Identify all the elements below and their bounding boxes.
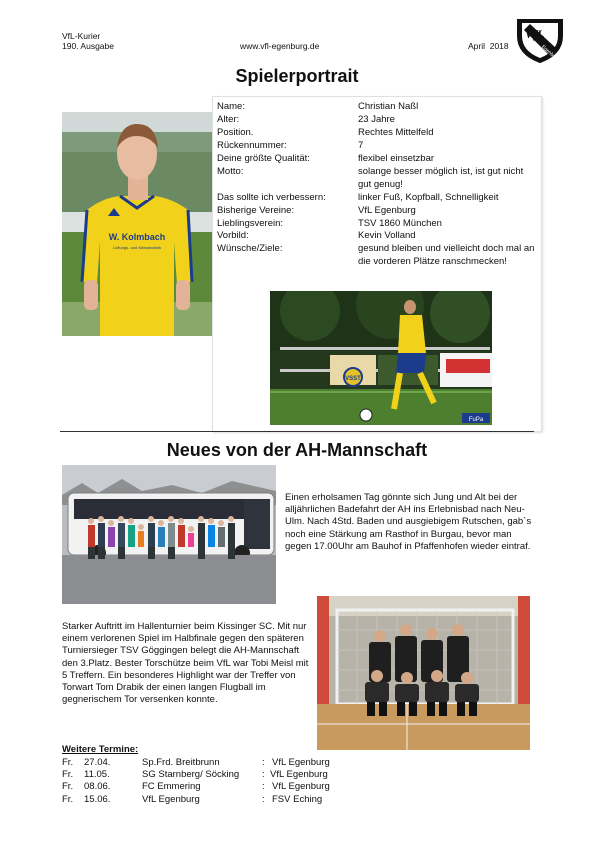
info-label-position: Position. (217, 127, 254, 138)
termine-date: 27.04. (84, 757, 111, 768)
publication-name: VfL-Kurier (62, 31, 101, 41)
info-value-position: Rechtes Mittelfeld (358, 127, 434, 138)
info-value-goals: gesund bleiben und vielleicht doch mal an die vorderen Plätze ranschmecken! (358, 243, 535, 267)
info-label-quality: Deine größte Qualität: (217, 153, 310, 164)
termine-separator: : (262, 757, 265, 768)
ah-paragraph-1: Einen erholsamen Tag gönnte sich Jung und Alt bei der alljährlichen Badefahrt der AH ins Erlebnisbad nach Neu-Ulm. Nach 4Std. Baden und ausgiebigem Rutschen, gab`s noch eine Stärkung am Rasthof in Burgau, bevor man gegen 17.00Uhr am Bauhof in Pfaffenhofen wieder eintraf. (285, 492, 532, 552)
info-value-motto: solange besser möglich ist, ist gut nicht gut genug! (358, 166, 524, 190)
termine-date: 11.05. (84, 769, 110, 780)
info-value-age: 23 Jahre (358, 114, 395, 125)
termine-day: Fr. (62, 769, 74, 780)
portrait-title: Spielerportrait (235, 66, 359, 86)
ah-paragraph-2: Starker Auftritt im Hallenturnier beim Kissinger SC. Mit nur einem verlorenen Spiel im Halbfinale gegen den späteren Turniersieger TSV Göggingen belegt die AH-Mannschaft den 3.Platz. Bester Torschütze beim VfL war Tobi Meisl mit 5 Treffern. Ein besonderes Highlight war der Treffer von Torwart Tom Drabik der einen langen Flugball im gegnerischem Tor versenken konnte. (62, 621, 309, 706)
info-value-quality: flexibel einsetzbar (358, 153, 435, 164)
player-action-photo (270, 291, 492, 425)
termine-home: VfL Egenburg (142, 794, 200, 805)
team-hall-photo (317, 596, 530, 750)
info-label-age: Alter: (217, 114, 240, 125)
website-text: www.vfl-egenburg.de (240, 41, 320, 51)
player-portrait-photo (62, 112, 212, 336)
termine-home: SG Starnberg/ Söcking (142, 769, 240, 780)
info-label-idol: Vorbild: (217, 230, 249, 241)
bus-group-photo (62, 465, 276, 604)
shirt-sponsor-text: W. Kolmbach (108, 232, 166, 242)
action-photo-corner-text: FuPa (468, 417, 484, 423)
logo-letters: VfL (525, 27, 545, 41)
section-divider (60, 431, 534, 432)
termine-separator: : (262, 769, 265, 780)
action-photo-banner-text: VSST (345, 376, 361, 382)
termine-away: VfL Egenburg (272, 781, 330, 792)
info-label-improve: Das sollte ich verbessern: (217, 192, 326, 203)
termine-home: Sp.Frd. Breitbrunn (142, 757, 220, 768)
info-label-number: Rückennummer: (217, 140, 287, 151)
shirt-sponsor-subtext: Lüftungs- und Klimatechnik (112, 245, 162, 250)
termine-home: FC Emmering (142, 781, 201, 792)
termine-separator: : (262, 794, 265, 805)
club-logo (514, 14, 566, 64)
termine-date: 08.06. (84, 781, 111, 792)
info-label-clubs: Bisherige Vereine: (217, 205, 295, 216)
termine-title: Weitere Termine: (62, 744, 139, 755)
info-value-favclub: TSV 1860 München (358, 218, 442, 229)
issue-number: 190. Ausgabe (62, 41, 114, 51)
termine-date: 15.06. (84, 794, 111, 805)
termine-separator: : (262, 781, 265, 792)
info-value-number: 7 (358, 140, 364, 151)
info-label-name: Name: (217, 101, 245, 112)
issue-date: April 2018 (468, 41, 509, 51)
ah-title: Neues von der AH-Mannschaft (166, 440, 428, 460)
termine-day: Fr. (62, 781, 74, 792)
info-value-improve: linker Fuß, Kopfball, Schnelligkeit (358, 192, 499, 203)
logo-ring-text: Egenburg (539, 44, 561, 63)
termine-away: FSV Eching (272, 794, 323, 805)
info-label-goals: Wünsche/Ziele: (217, 243, 283, 254)
termine-away: VfL Egenburg (272, 757, 330, 768)
info-value-idol: Kevin Volland (358, 230, 416, 241)
termine-day: Fr. (62, 794, 74, 805)
termine-away: VfL Egenburg (270, 769, 328, 780)
info-value-name: Christian Naßl (358, 101, 419, 112)
info-label-motto: Motto: (217, 166, 244, 177)
info-value-clubs: VfL Egenburg (358, 205, 416, 216)
info-label-favclub: Lieblingsverein: (217, 218, 284, 229)
termine-day: Fr. (62, 757, 74, 768)
